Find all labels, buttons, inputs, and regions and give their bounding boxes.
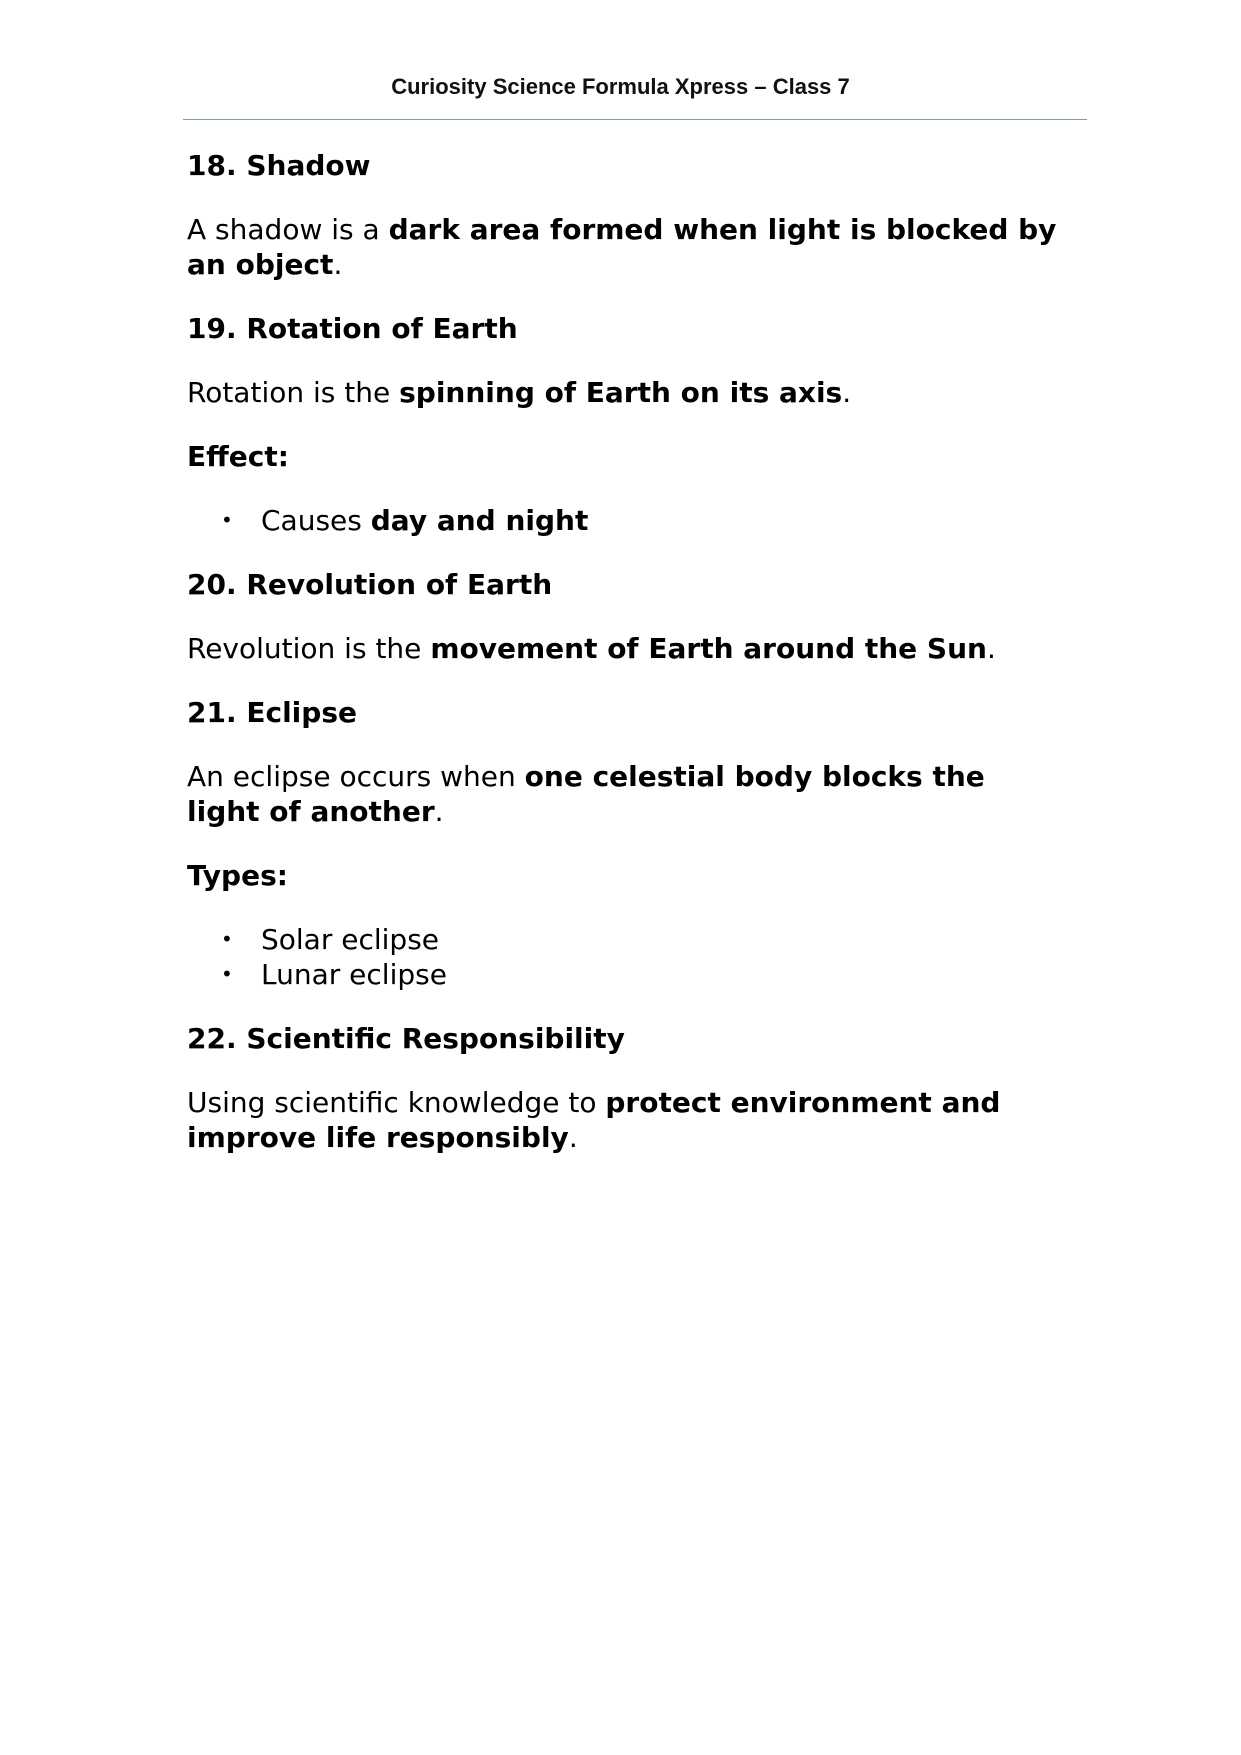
bullet-icon: •: [221, 962, 233, 986]
rotation-text-post: .: [842, 376, 852, 409]
list-item: [187, 503, 1067, 538]
responsibility-text-pre: Using scientific knowledge to: [187, 1086, 606, 1119]
revolution-text-bold: movement of Earth around the Sun: [430, 632, 987, 665]
rotation-definition: [187, 375, 1067, 410]
section-heading-shadow: 18. Shadow: [187, 149, 371, 182]
revolution-text-pre: Revolution is the: [187, 632, 431, 665]
shadow-definition: [187, 212, 1067, 282]
list-item: [187, 957, 1067, 992]
eclipse-text-bold: one celestial body blocks the light of another: [187, 760, 985, 828]
rotation-text-pre: Rotation is the: [187, 376, 400, 409]
revolution-definition: [187, 631, 1067, 666]
rotation-effect-list: [187, 503, 1067, 538]
shadow-text-bold: dark area formed when light is blocked by an object: [187, 213, 1057, 281]
section-heading-responsibility: 22. Scientific Responsibility: [187, 1022, 625, 1055]
document-body: [187, 148, 1067, 1184]
list-item: [187, 922, 1067, 957]
rotation-effect-label: Effect:: [187, 440, 289, 473]
header-divider: [183, 119, 1087, 120]
eclipse-types-label: Types:: [187, 859, 288, 892]
eclipse-type-solar: Solar eclipse: [261, 923, 440, 956]
section-heading-revolution: 20. Revolution of Earth: [187, 568, 553, 601]
responsibility-text-post: .: [568, 1121, 578, 1154]
bullet-icon: •: [221, 927, 233, 951]
eclipse-definition: [187, 759, 1067, 829]
shadow-text-pre: A shadow is a: [187, 213, 389, 246]
shadow-text-post: .: [333, 248, 343, 281]
rotation-effect-pre: Causes: [261, 504, 371, 537]
rotation-text-bold: spinning of Earth on its axis: [399, 376, 843, 409]
eclipse-type-lunar: Lunar eclipse: [261, 958, 447, 991]
responsibility-text-bold: protect environment and improve life responsibly: [187, 1086, 1001, 1154]
revolution-text-post: .: [986, 632, 996, 665]
rotation-effect-bold: day and night: [370, 504, 589, 537]
responsibility-definition: [187, 1085, 1067, 1155]
section-heading-eclipse: 21. Eclipse: [187, 696, 357, 729]
section-heading-rotation: 19. Rotation of Earth: [187, 312, 518, 345]
eclipse-types-list: [187, 922, 1067, 992]
eclipse-text-pre: An eclipse occurs when: [187, 760, 525, 793]
page-header-title: Curiosity Science Formula Xpress – Class 7: [391, 74, 850, 99]
bullet-icon: •: [221, 508, 233, 532]
eclipse-text-post: .: [434, 795, 444, 828]
